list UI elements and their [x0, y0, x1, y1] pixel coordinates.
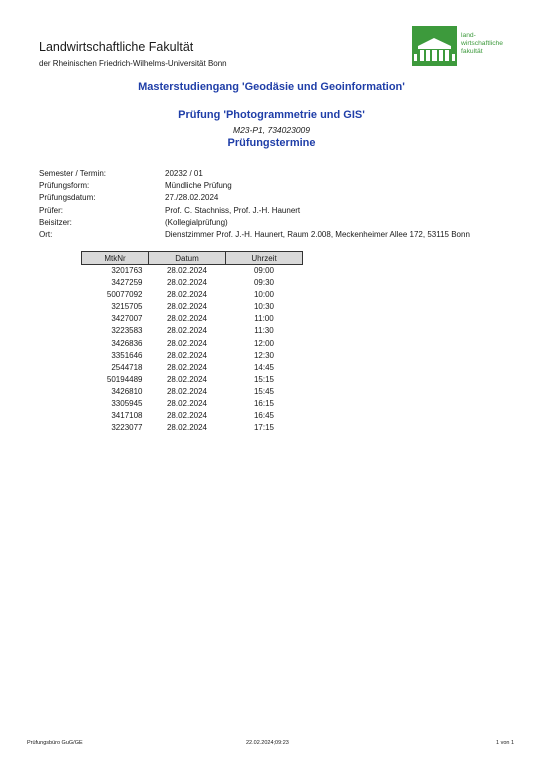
- date-cell: 28.02.2024: [166, 278, 208, 288]
- column-header-mtknr: MtkNr: [82, 252, 149, 265]
- info-row: [39, 217, 470, 229]
- info-row: [39, 205, 470, 217]
- time-cell: 10:00: [253, 290, 275, 300]
- column-header-time: Uhrzeit: [226, 252, 303, 265]
- time-cell: 17:15: [253, 423, 275, 433]
- date-cell: 28.02.2024: [166, 399, 208, 409]
- faculty-logo: [412, 26, 512, 68]
- time-cell: 16:45: [253, 411, 275, 421]
- schedule-table: [81, 251, 303, 434]
- date-cell: 28.02.2024: [166, 302, 208, 312]
- mtknr-cell: 3201763: [111, 266, 143, 275]
- logo-text: [461, 32, 503, 56]
- date-cell: 28.02.2024: [166, 423, 208, 433]
- table-row: [82, 374, 303, 386]
- info-label: Semester / Termin:: [39, 169, 106, 178]
- info-row: [39, 192, 470, 204]
- info-value: (Kollegialprüfung): [165, 217, 228, 227]
- table-row: [82, 410, 303, 422]
- mtknr-cell: 3427007: [111, 314, 143, 324]
- time-cell: 10:30: [253, 302, 275, 312]
- mtknr-cell: 3305945: [111, 399, 143, 409]
- footer-page-number: 1 von 1: [496, 740, 515, 746]
- mtknr-cell: 3426836: [111, 338, 143, 348]
- info-value: Mündliche Prüfung: [165, 181, 232, 191]
- exam-title: Prüfung 'Photogrammetrie und GIS': [178, 109, 365, 121]
- mtknr-cell: 50194489: [106, 374, 143, 384]
- footer-office: Prüfungsbüro GuG/GE: [27, 740, 83, 746]
- logo-line: wirtschaftliche: [461, 40, 503, 47]
- exam-info: [39, 168, 470, 241]
- date-cell: 28.02.2024: [166, 374, 208, 384]
- info-row: [39, 168, 470, 180]
- info-row: [39, 180, 470, 192]
- building-icon: [412, 26, 457, 66]
- info-value: 20232 / 01: [165, 169, 203, 178]
- table-row: [82, 386, 303, 398]
- date-cell: 28.02.2024: [166, 290, 208, 300]
- info-label: Prüfer:: [39, 205, 64, 215]
- mtknr-cell: 3426810: [111, 386, 143, 396]
- table-row: [82, 398, 303, 410]
- table-row: [82, 422, 303, 434]
- logo-line: fakultät: [461, 48, 483, 55]
- mtknr-cell: 50077092: [106, 290, 143, 300]
- mtknr-cell: 2544718: [111, 362, 143, 372]
- time-cell: 16:15: [253, 399, 275, 409]
- table-header-row: [82, 252, 303, 265]
- date-cell: 28.02.2024: [166, 314, 208, 324]
- mtknr-cell: 3351646: [111, 350, 143, 360]
- time-cell: 12:00: [253, 338, 275, 348]
- info-label: Prüfungsdatum:: [39, 193, 96, 203]
- time-cell: 11:30: [254, 326, 274, 336]
- mtknr-cell: 3223583: [111, 326, 143, 336]
- time-cell: 09:00: [253, 266, 275, 275]
- faculty-name: Landwirtschaftliche Fakultät: [39, 40, 194, 54]
- date-cell: 28.02.2024: [166, 266, 208, 275]
- info-value: 27./28.02.2024: [165, 193, 219, 203]
- info-value: Prof. C. Stachniss, Prof. J.-H. Haunert: [165, 205, 301, 215]
- time-cell: 11:00: [254, 314, 274, 324]
- table-row: [82, 265, 303, 278]
- university-name: der Rheinischen Friedrich-Wilhelms-Universität Bonn: [39, 59, 227, 68]
- exam-dates-heading: Prüfungstermine: [227, 137, 316, 149]
- table-row: [82, 338, 303, 350]
- time-cell: 15:15: [253, 374, 275, 384]
- date-cell: 28.02.2024: [166, 326, 208, 336]
- mtknr-cell: 3215705: [111, 302, 143, 312]
- exam-code: M23-P1, 734023009: [232, 125, 311, 135]
- info-row: [39, 229, 470, 241]
- info-value: Dienstzimmer Prof. J.-H. Haunert, Raum 2.008, Meckenheimer Allee 172, 53115 Bonn: [165, 230, 470, 240]
- time-cell: 12:30: [253, 350, 275, 360]
- info-label: Ort:: [39, 230, 53, 240]
- mtknr-cell: 3417108: [111, 411, 143, 421]
- table-row: [82, 350, 303, 362]
- table-row: [82, 362, 303, 374]
- date-cell: 28.02.2024: [166, 338, 208, 348]
- program-title: Masterstudiengang 'Geodäsie und Geoinformation': [138, 81, 405, 93]
- table-row: [82, 277, 303, 289]
- logo-line: land-: [461, 32, 476, 39]
- table-row: [82, 301, 303, 313]
- mtknr-cell: 3223077: [111, 423, 143, 433]
- time-cell: 15:45: [253, 386, 275, 396]
- info-label: Prüfungsform:: [39, 181, 90, 191]
- table-row: [82, 289, 303, 301]
- footer-timestamp: 22.02.2024;09:23: [246, 740, 289, 746]
- time-cell: 14:45: [253, 362, 275, 372]
- table-row: [82, 325, 303, 337]
- column-header-date: Datum: [149, 252, 226, 265]
- table-row: [82, 313, 303, 325]
- time-cell: 09:30: [253, 278, 275, 288]
- info-label: Beisitzer:: [39, 217, 72, 227]
- date-cell: 28.02.2024: [166, 350, 208, 360]
- date-cell: 28.02.2024: [166, 411, 208, 421]
- date-cell: 28.02.2024: [166, 362, 208, 372]
- date-cell: 28.02.2024: [166, 386, 208, 396]
- mtknr-cell: 3427259: [111, 278, 143, 288]
